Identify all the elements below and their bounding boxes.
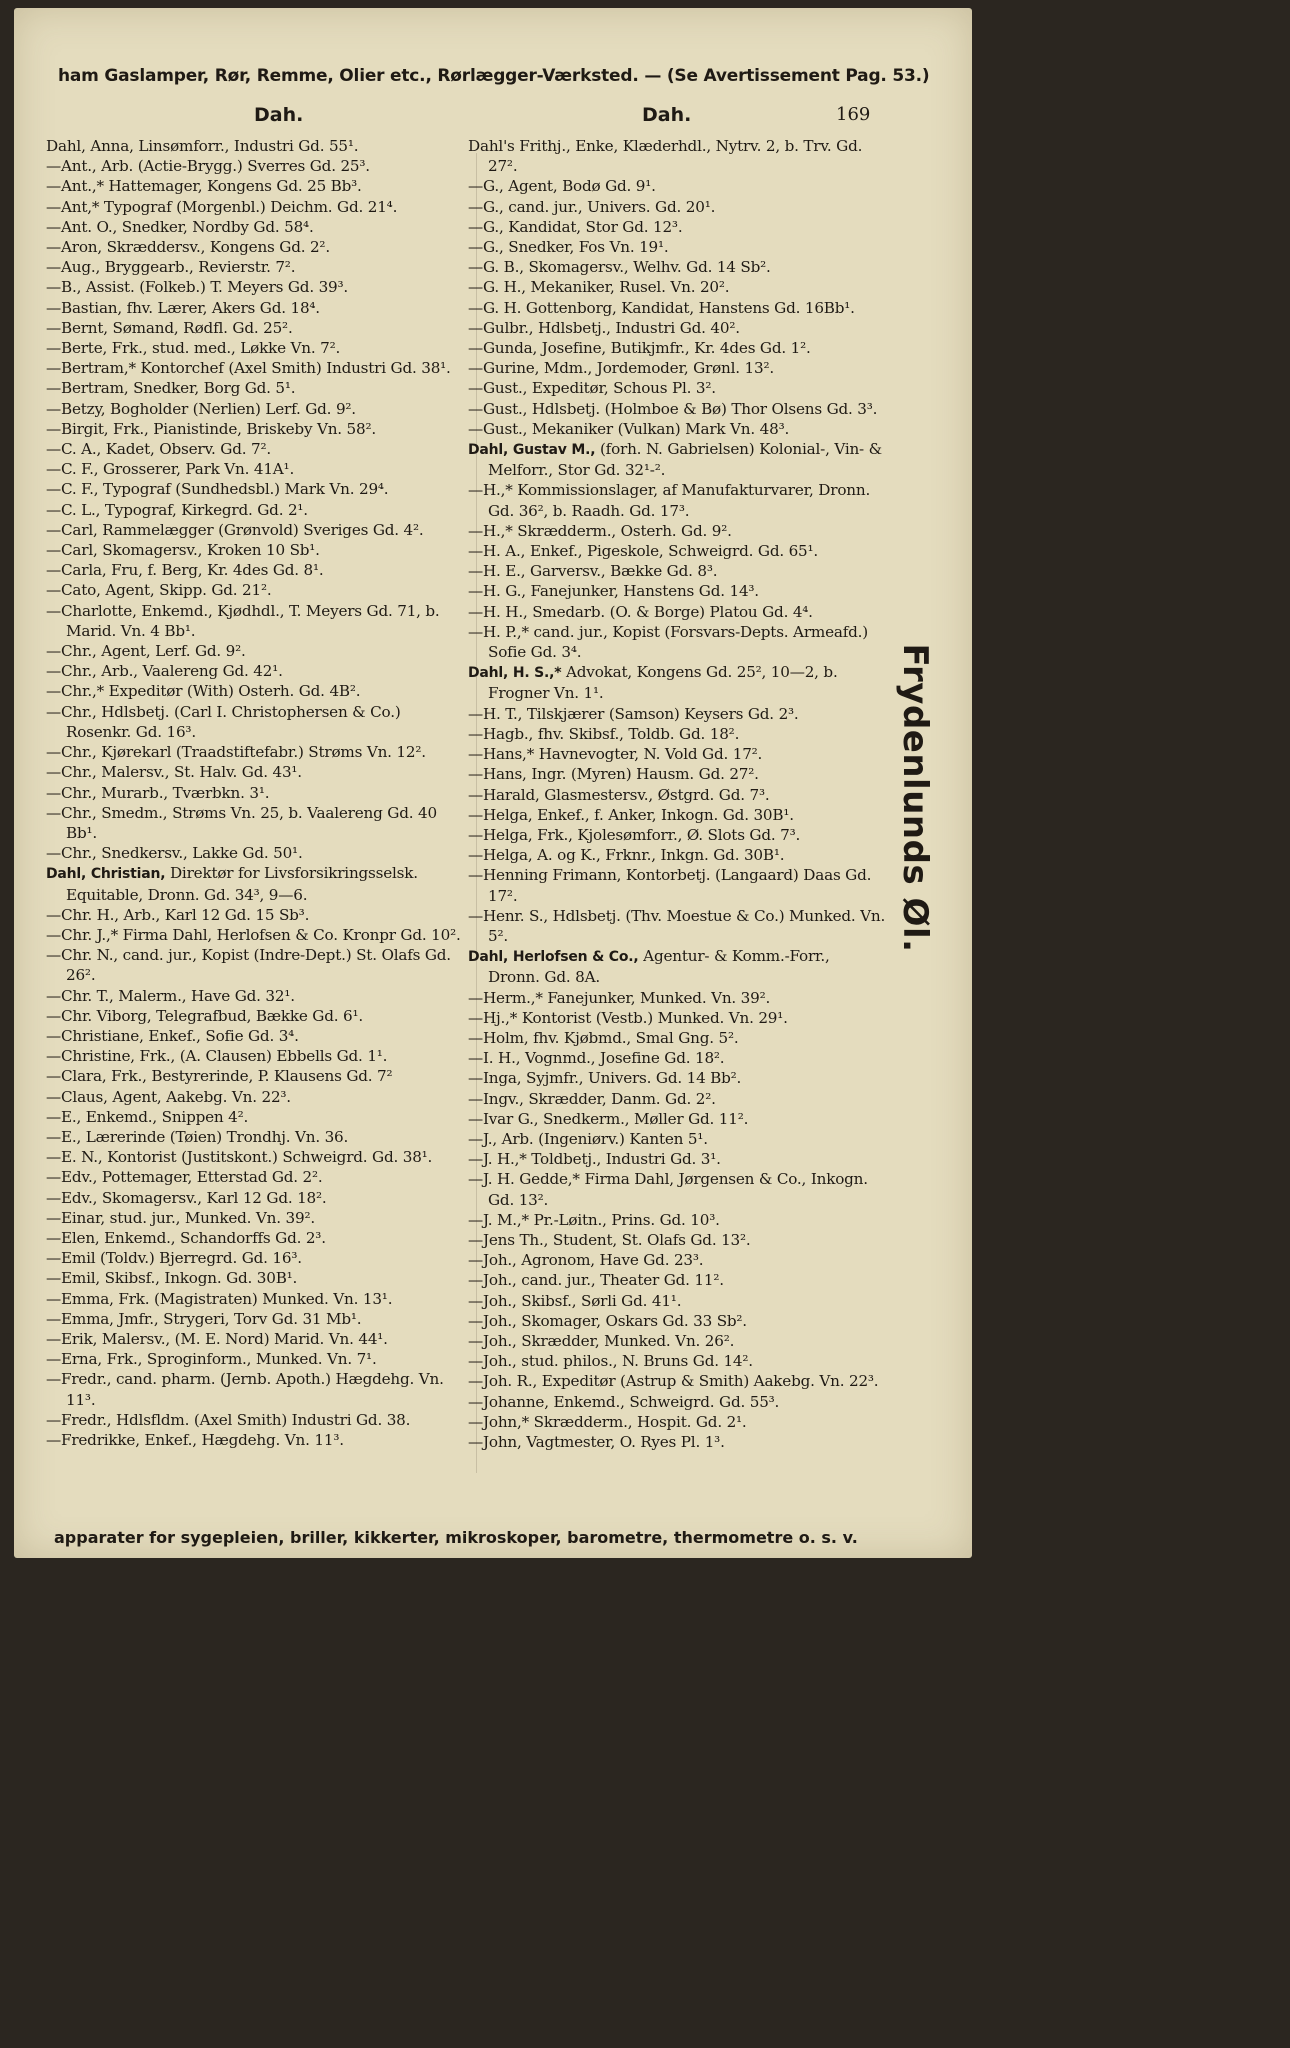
entry-text: —H. P.,* cand. jur., Kopist (Forsvars-Depts. Armeafd.) Sofie Gd. 3⁴. xyxy=(468,622,869,662)
directory-entry xyxy=(468,845,886,865)
entry-text: —H. T., Tilskjærer (Samson) Keysers Gd. 2³. xyxy=(468,704,799,723)
entry-text: —G., Agent, Bodø Gd. 9¹. xyxy=(468,177,656,196)
entry-text: —H. A., Enkef., Pigeskole, Schweigrd. Gd. 65¹. xyxy=(468,542,819,561)
directory-entry xyxy=(468,419,886,439)
entry-text: —G., Kandidat, Stor Gd. 12³. xyxy=(468,217,683,236)
entry-text: —Elen, Enkemd., Schandorffs Gd. 2³. xyxy=(46,1228,326,1247)
directory-entry xyxy=(468,277,886,297)
entry-text: —H. H., Smedarb. (O. & Borge) Platou Gd. 4⁴. xyxy=(468,602,813,621)
directory-entry xyxy=(46,661,466,681)
side-advertisement xyxy=(892,643,938,953)
directory-entry xyxy=(46,641,466,661)
directory-entry xyxy=(46,520,466,540)
directory-entry xyxy=(46,702,466,742)
directory-entry xyxy=(468,1392,886,1412)
directory-entry xyxy=(468,1210,886,1230)
directory-entry xyxy=(46,479,466,499)
directory-entry xyxy=(46,439,466,459)
entry-text: —Claus, Agent, Aakebg. Vn. 22³. xyxy=(46,1087,291,1106)
directory-entry xyxy=(468,1230,886,1250)
directory-entry xyxy=(468,480,886,520)
entry-text: —Joh., cand. jur., Theater Gd. 11². xyxy=(468,1271,724,1290)
directory-entry xyxy=(46,1127,466,1147)
entry-text: —Joh., Skomager, Oskars Gd. 33 Sb². xyxy=(468,1311,747,1330)
entry-text: —Edv., Skomagersv., Karl 12 Gd. 18². xyxy=(46,1188,327,1207)
entry-text: —Jens Th., Student, St. Olafs Gd. 13². xyxy=(468,1230,751,1249)
directory-entry xyxy=(46,378,466,398)
entry-text: —C. F., Grosserer, Park Vn. 41A¹. xyxy=(46,460,295,479)
entry-text: —Chr.,* Expeditør (With) Osterh. Gd. 4B². xyxy=(46,682,361,701)
entry-text: —Henr. S., Hdlsbetj. (Thv. Moestue & Co.) Munked. Vn. 5². xyxy=(468,906,886,945)
directory-entry xyxy=(468,1169,886,1209)
directory-entry xyxy=(468,1089,886,1109)
entry-text: —J. H.,* Toldbetj., Industri Gd. 3¹. xyxy=(468,1150,721,1169)
entry-text: —Henning Frimann, Kontorbetj. (Langaard) Daas Gd. 17². xyxy=(468,866,872,905)
directory-entry xyxy=(468,136,886,176)
entry-text: —Bertram, Snedker, Borg Gd. 5¹. xyxy=(46,379,296,398)
entry-text: —H.,* Kommissionslager, af Manufakturvarer, Dronn. Gd. 36², b. Raadh. Gd. 17³. xyxy=(468,481,871,520)
entry-text: —Clara, Frk., Bestyrerinde, P. Klausens Gd. 7² xyxy=(46,1067,393,1086)
directory-entry xyxy=(468,1291,886,1311)
entry-text: —Johanne, Enkemd., Schweigrd. Gd. 55³. xyxy=(468,1392,780,1411)
directory-entry xyxy=(46,136,466,156)
entry-text: —Einar, stud. jur., Munked. Vn. 39². xyxy=(46,1208,315,1227)
right-column xyxy=(468,136,886,1452)
entry-text: —J. H. Gedde,* Firma Dahl, Jørgensen & Co., Inkogn. Gd. 13². xyxy=(468,1170,868,1209)
entry-text: —Charlotte, Enkemd., Kjødhdl., T. Meyers Gd. 71, b. Marid. Vn. 4 Bb¹. xyxy=(46,601,440,640)
directory-entry xyxy=(46,1228,466,1248)
directory-entry xyxy=(468,988,886,1008)
directory-entry xyxy=(468,1129,886,1149)
entry-text: —Ant,* Typograf (Morgenbl.) Deichm. Gd. 21⁴. xyxy=(46,197,398,216)
entry-text: —Helga, Enkef., f. Anker, Inkogn. Gd. 30B¹. xyxy=(468,805,794,824)
entry-text: —Joh., Skrædder, Munked. Vn. 26². xyxy=(468,1331,735,1350)
entry-heading: Dahl, Herlofsen & Co., xyxy=(468,949,639,966)
entry-text: —Gust., Expeditør, Schous Pl. 3². xyxy=(468,379,716,398)
directory-entry xyxy=(46,1066,466,1086)
entry-text: —Carl, Skomagersv., Kroken 10 Sb¹. xyxy=(46,541,320,560)
directory-entry xyxy=(46,197,466,217)
entry-text: —Christiane, Enkef., Sofie Gd. 3⁴. xyxy=(46,1026,299,1045)
entry-text: —Birgit, Frk., Pianistinde, Briskeby Vn. 58². xyxy=(46,419,376,438)
entry-text: —H. E., Garversv., Bække Gd. 8³. xyxy=(468,562,718,581)
directory-entry xyxy=(468,318,886,338)
entry-text: —Erna, Frk., Sproginform., Munked. Vn. 7¹. xyxy=(46,1350,377,1369)
entry-text: —Gust., Hdlsbetj. (Holmboe & Bø) Thor Olsens Gd. 3³. xyxy=(468,399,878,418)
directory-entry xyxy=(46,925,466,945)
entry-heading: Dahl, Christian, xyxy=(46,866,166,883)
page-number: 169 xyxy=(836,104,871,125)
directory-entry xyxy=(46,156,466,176)
entry-text: —Emma, Jmfr., Strygeri, Torv Gd. 31 Mb¹. xyxy=(46,1309,362,1328)
directory-entry xyxy=(46,803,466,843)
directory-entry xyxy=(46,1167,466,1187)
directory-entry xyxy=(46,580,466,600)
directory-entry xyxy=(46,500,466,520)
directory-entry xyxy=(46,601,466,641)
entry-text: —Fredr., Hdlsfldm. (Axel Smith) Industri Gd. 38. xyxy=(46,1410,411,1429)
directory-entry xyxy=(468,946,886,987)
directory-entry xyxy=(46,1369,466,1409)
directory-entry xyxy=(46,318,466,338)
entry-text: —Ant., Arb. (Actie-Brygg.) Sverres Gd. 25³. xyxy=(46,157,370,176)
directory-entry xyxy=(46,277,466,297)
directory-entry xyxy=(468,805,886,825)
entry-text: —Chr., Malersv., St. Halv. Gd. 43¹. xyxy=(46,763,302,782)
entry-text: —Aug., Bryggearb., Revierstr. 7². xyxy=(46,258,296,277)
entry-heading: Dahl, H. S.,* xyxy=(468,665,562,682)
directory-entry xyxy=(468,1149,886,1169)
entry-text: —Carl, Rammelægger (Grønvold) Sveriges Gd. 4². xyxy=(46,520,424,539)
entry-text: —Hans,* Havnevogter, N. Vold Gd. 17². xyxy=(468,745,763,764)
directory-entry xyxy=(468,785,886,805)
entry-text: —Bertram,* Kontorchef (Axel Smith) Industri Gd. 38¹. xyxy=(46,359,451,378)
entry-text: —Bastian, fhv. Lærer, Akers Gd. 18⁴. xyxy=(46,298,320,317)
directory-entry xyxy=(46,1329,466,1349)
directory-page xyxy=(14,8,972,1558)
directory-entry xyxy=(468,602,886,622)
directory-entry xyxy=(46,257,466,277)
entry-text: —Ant. O., Snedker, Nordby Gd. 58⁴. xyxy=(46,217,314,236)
entry-text: —Aron, Skræddersv., Kongens Gd. 2². xyxy=(46,238,330,257)
entry-text: —I. H., Vognmd., Josefine Gd. 18². xyxy=(468,1049,725,1068)
entry-text: —H. G., Fanejunker, Hanstens Gd. 14³. xyxy=(468,582,759,601)
directory-entry xyxy=(46,1188,466,1208)
directory-entry xyxy=(46,1349,466,1369)
entry-text: —G. H. Gottenborg, Kandidat, Hanstens Gd. 16Bb¹. xyxy=(468,298,855,317)
directory-entry xyxy=(468,298,886,318)
entry-text: —E. N., Kontorist (Justitskont.) Schweigrd. Gd. 38¹. xyxy=(46,1148,433,1167)
directory-entry xyxy=(468,1331,886,1351)
entry-text: —Chr., Hdlsbetj. (Carl I. Christophersen & Co.) Rosenkr. Gd. 16³. xyxy=(46,702,401,741)
entry-text: Agentur- & Komm.-Forr., Dronn. Gd. 8A. xyxy=(488,947,830,987)
directory-entry xyxy=(468,581,886,601)
directory-entry xyxy=(46,863,466,904)
entry-text: —G. H., Mekaniker, Rusel. Vn. 20². xyxy=(468,278,730,297)
entry-text: —J., Arb. (Ingeniørv.) Kanten 5¹. xyxy=(468,1129,708,1148)
entry-text: —Berte, Frk., stud. med., Løkke Vn. 7². xyxy=(46,339,341,358)
entry-text: —Herm.,* Fanejunker, Munked. Vn. 39². xyxy=(468,988,771,1007)
entry-text: Dahl, Anna, Linsømforr., Industri Gd. 55¹. xyxy=(46,137,359,155)
entry-text: —Gulbr., Hdlsbetj., Industri Gd. 40². xyxy=(468,318,740,337)
directory-entry xyxy=(468,399,886,419)
directory-entry xyxy=(46,1289,466,1309)
directory-entry xyxy=(46,237,466,257)
directory-entry xyxy=(46,1268,466,1288)
entry-text: —Ingv., Skrædder, Danm. Gd. 2². xyxy=(468,1089,716,1108)
directory-entry xyxy=(468,338,886,358)
entry-text: —Emil, Skibsf., Inkogn. Gd. 30B¹. xyxy=(46,1269,298,1288)
directory-entry xyxy=(468,237,886,257)
entry-text: —Gust., Mekaniker (Vulkan) Mark Vn. 48³. xyxy=(468,419,790,438)
entry-text: —G., Snedker, Fos Vn. 19¹. xyxy=(468,238,669,257)
directory-entry xyxy=(468,865,886,905)
directory-entry xyxy=(46,298,466,318)
entry-text: —Chr. N., cand. jur., Kopist (Indre-Dept.) St. Olafs Gd. 26². xyxy=(46,946,451,985)
entry-text: —John, Vagtmester, O. Ryes Pl. 1³. xyxy=(468,1433,725,1451)
running-header-left: Dah. xyxy=(254,104,304,126)
entry-text: —Bernt, Sømand, Rødfl. Gd. 25². xyxy=(46,318,293,337)
directory-entry xyxy=(468,704,886,724)
entry-text: —Gurine, Mdm., Jordemoder, Grønl. 13². xyxy=(468,359,774,378)
directory-entry xyxy=(46,459,466,479)
directory-entry xyxy=(46,540,466,560)
directory-entry xyxy=(46,1248,466,1268)
entry-text: —G., cand. jur., Univers. Gd. 20¹. xyxy=(468,197,716,216)
entry-heading: Dahl, Gustav M., xyxy=(468,442,596,459)
entry-text: —Hagb., fhv. Skibsf., Toldb. Gd. 18². xyxy=(468,724,740,743)
directory-entry xyxy=(46,945,466,985)
directory-entry xyxy=(468,541,886,561)
entry-text: —Chr. H., Arb., Karl 12 Gd. 15 Sb³. xyxy=(46,905,310,924)
directory-entry xyxy=(468,1048,886,1068)
entry-text: —H.,* Skrædderm., Osterh. Gd. 9². xyxy=(468,521,732,540)
directory-entry xyxy=(468,358,886,378)
directory-entry xyxy=(46,419,466,439)
entry-text: —Cato, Agent, Skipp. Gd. 21². xyxy=(46,581,272,600)
directory-entry xyxy=(468,1250,886,1270)
entry-text: —Chr., Kjørekarl (Traadstiftefabr.) Strøms Vn. 12². xyxy=(46,743,426,762)
directory-entry xyxy=(468,662,886,703)
entry-text: —B., Assist. (Folkeb.) T. Meyers Gd. 39³. xyxy=(46,278,349,297)
entry-text: —Fredr., cand. pharm. (Jernb. Apoth.) Hægdehg. Vn. 11³. xyxy=(46,1370,444,1409)
entry-text: —Gunda, Josefine, Butikjmfr., Kr. 4des Gd. 1². xyxy=(468,339,811,358)
directory-entry xyxy=(46,1087,466,1107)
directory-entry xyxy=(46,1147,466,1167)
directory-entry xyxy=(46,742,466,762)
directory-entry xyxy=(46,217,466,237)
directory-entry xyxy=(468,825,886,845)
directory-entry xyxy=(46,560,466,580)
directory-entry xyxy=(468,561,886,581)
entry-text: —Helga, Frk., Kjolesømforr., Ø. Slots Gd. 7³. xyxy=(468,825,801,844)
directory-entry xyxy=(46,1208,466,1228)
entry-text: —G. B., Skomagersv., Welhv. Gd. 14 Sb². xyxy=(468,258,771,277)
directory-entry xyxy=(46,358,466,378)
entry-text: —Chr. Viborg, Telegrafbud, Bække Gd. 6¹. xyxy=(46,1006,363,1025)
directory-entry xyxy=(468,1028,886,1048)
entry-text: —Joh., Skibsf., Sørli Gd. 41¹. xyxy=(468,1291,682,1310)
entry-text: —Edv., Pottemager, Etterstad Gd. 2². xyxy=(46,1168,323,1187)
directory-entry xyxy=(468,1008,886,1028)
directory-entry xyxy=(46,1410,466,1430)
entry-text: —Chr., Murarb., Tværbkn. 3¹. xyxy=(46,783,270,802)
directory-entry xyxy=(468,1432,886,1452)
directory-entry xyxy=(468,1311,886,1331)
entry-text: —Christine, Frk., (A. Clausen) Ebbells Gd. 1¹. xyxy=(46,1047,388,1066)
directory-entry xyxy=(46,681,466,701)
directory-entry xyxy=(46,176,466,196)
directory-entry xyxy=(468,1068,886,1088)
directory-entry xyxy=(468,197,886,217)
directory-entry xyxy=(468,764,886,784)
entry-text: —Chr., Snedkersv., Lakke Gd. 50¹. xyxy=(46,844,303,863)
entry-text: —Ant.,* Hattemager, Kongens Gd. 25 Bb³. xyxy=(46,177,362,196)
entry-text: —C. F., Typograf (Sundhedsbl.) Mark Vn. 29⁴. xyxy=(46,480,389,499)
directory-entry xyxy=(46,986,466,1006)
entry-text: —E., Enkemd., Snippen 4². xyxy=(46,1107,249,1126)
directory-entry xyxy=(468,906,886,946)
entry-text: —Chr. J.,* Firma Dahl, Herlofsen & Co. Kronpr Gd. 10². xyxy=(46,925,461,944)
entry-text: —Fredrikke, Enkef., Hægdehg. Vn. 11³. xyxy=(46,1431,344,1449)
entry-text: Advokat, Kongens Gd. 25², 10—2, b. Frogner Vn. 1¹. xyxy=(488,663,838,703)
entry-text: —Hans, Ingr. (Myren) Hausm. Gd. 27². xyxy=(468,765,759,784)
directory-entry xyxy=(468,176,886,196)
directory-entry xyxy=(46,843,466,863)
entry-text: —Erik, Malersv., (M. E. Nord) Marid. Vn. 44¹. xyxy=(46,1329,388,1348)
directory-entry xyxy=(46,399,466,419)
entry-text: —Emil (Toldv.) Bjerregrd. Gd. 16³. xyxy=(46,1249,302,1268)
entry-text: —J. M.,* Pr.-Løitn., Prins. Gd. 10³. xyxy=(468,1210,720,1229)
directory-entry xyxy=(468,1270,886,1290)
directory-entry xyxy=(46,1309,466,1329)
entry-text: —Harald, Glasmestersv., Østgrd. Gd. 7³. xyxy=(468,785,770,804)
entry-text: —Holm, fhv. Kjøbmd., Smal Gng. 5². xyxy=(468,1028,739,1047)
directory-entry xyxy=(46,338,466,358)
directory-entry xyxy=(46,1046,466,1066)
directory-entry xyxy=(468,1412,886,1432)
directory-entry xyxy=(468,378,886,398)
directory-entry xyxy=(46,1430,466,1450)
entry-text: (forh. N. Gabrielsen) Kolonial-, Vin- & Melforr., Stor Gd. 32¹-². xyxy=(488,440,882,480)
directory-entry xyxy=(468,521,886,541)
left-column xyxy=(46,136,466,1450)
entry-text: —Inga, Syjmfr., Univers. Gd. 14 Bb². xyxy=(468,1069,742,1088)
directory-entry xyxy=(46,783,466,803)
entry-text: Direktør for Livsforsikringsselsk. Equitable, Dronn. Gd. 34³, 9—6. xyxy=(66,864,418,904)
entry-text: —Carla, Fru, f. Berg, Kr. 4des Gd. 8¹. xyxy=(46,561,324,580)
directory-entry xyxy=(468,744,886,764)
entry-text: —Betzy, Bogholder (Nerlien) Lerf. Gd. 9². xyxy=(46,399,356,418)
directory-entry xyxy=(46,905,466,925)
entry-text: —Chr., Arb., Vaalereng Gd. 42¹. xyxy=(46,662,283,681)
side-advertisement-text: Frydenlunds Øl. xyxy=(895,643,935,953)
entry-text: —Chr., Agent, Lerf. Gd. 9². xyxy=(46,642,246,661)
entry-text: —Ivar G., Snedkerm., Møller Gd. 11². xyxy=(468,1109,749,1128)
directory-entry xyxy=(46,1107,466,1127)
entry-text: —Hj.,* Kontorist (Vestb.) Munked. Vn. 29¹. xyxy=(468,1008,788,1027)
entry-text: —C. L., Typograf, Kirkegrd. Gd. 2¹. xyxy=(46,500,308,519)
directory-entry xyxy=(46,762,466,782)
entry-text: —Chr., Smedm., Strøms Vn. 25, b. Vaalereng Gd. 40 Bb¹. xyxy=(46,803,437,842)
directory-entry xyxy=(46,1006,466,1026)
entry-text: —Helga, A. og K., Frknr., Inkgn. Gd. 30B¹. xyxy=(468,846,785,865)
bottom-advertisement-banner: apparater for sygepleien, briller, kikkerter, mikroskoper, barometre, thermometre o. s. v. xyxy=(54,1528,858,1547)
directory-entry xyxy=(46,1026,466,1046)
directory-entry xyxy=(468,1351,886,1371)
entry-text: —C. A., Kadet, Observ. Gd. 7². xyxy=(46,440,271,459)
top-advertisement-banner: ham Gaslamper, Rør, Remme, Olier etc., Rørlægger-Værksted. — (Se Avertissement Pag. 53.) xyxy=(58,66,930,86)
directory-entry xyxy=(468,622,886,662)
entry-text: —Emma, Frk. (Magistraten) Munked. Vn. 13¹. xyxy=(46,1289,393,1308)
entry-text: —Joh. R., Expeditør (Astrup & Smith) Aakebg. Vn. 22³. xyxy=(468,1372,879,1391)
entry-text: Dahl's Frithj., Enke, Klæderhdl., Nytrv. 2, b. Trv. Gd. 27². xyxy=(468,137,863,176)
directory-entry xyxy=(468,439,886,480)
running-header-right: Dah. xyxy=(642,104,692,126)
directory-entry xyxy=(468,257,886,277)
entry-text: —E., Lærerinde (Tøien) Trondhj. Vn. 36. xyxy=(46,1127,349,1146)
directory-entry xyxy=(468,217,886,237)
entry-text: —Joh., Agronom, Have Gd. 23³. xyxy=(468,1251,704,1270)
directory-entry xyxy=(468,1371,886,1391)
entry-text: —John,* Skrædderm., Hospit. Gd. 2¹. xyxy=(468,1412,747,1431)
directory-entry xyxy=(468,724,886,744)
directory-entry xyxy=(468,1109,886,1129)
entry-text: —Chr. T., Malerm., Have Gd. 32¹. xyxy=(46,986,295,1005)
entry-text: —Joh., stud. philos., N. Bruns Gd. 14². xyxy=(468,1352,753,1371)
